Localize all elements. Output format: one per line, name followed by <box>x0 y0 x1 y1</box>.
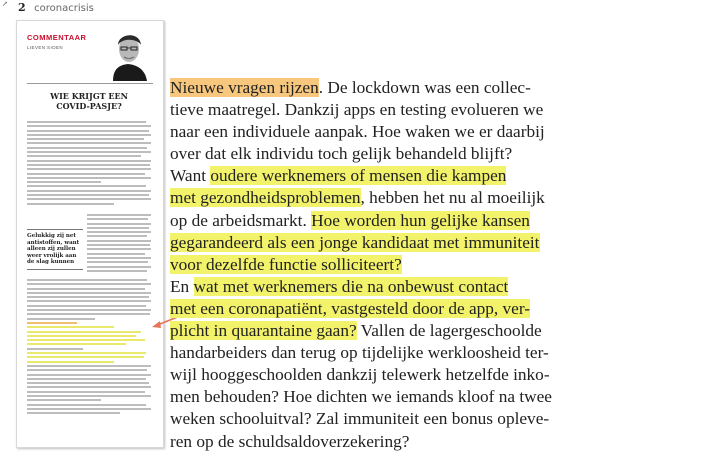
text-segment: Vallen de lagergeschoolde <box>356 321 542 341</box>
corner-arrow-icon: ↗ <box>2 0 8 8</box>
text-segment: wijl hooggeschoolden dankzij telewerk hetzelfde inko- <box>170 365 550 385</box>
text-segment: weken schooluitval? Zal immuniteit een bonus opleve- <box>170 409 550 429</box>
text-segment: Want <box>170 166 211 186</box>
pullquote-line: antistoffen, want <box>27 239 80 246</box>
pullquote-line: Gelukkig zij net <box>27 233 76 239</box>
text-line <box>170 342 700 364</box>
text-segment: over dat elk individu toch gelijk behandeld blijft? <box>170 144 513 164</box>
highlight-orange: Nieuwe vragen rijzen <box>170 78 319 97</box>
text-line <box>170 431 700 453</box>
highlight-yellow: voor dezelfde functie solliciteert? <box>170 254 402 274</box>
highlight-yellow: met gezondheidsproblemen <box>170 188 361 208</box>
text-segment: . De lockdown was een collec- <box>318 78 531 97</box>
highlight-yellow: met een coronapatiënt, vastgesteld door de app, ver- <box>170 298 531 318</box>
highlight-yellow: Hoe worden hun gelijke kansen <box>311 210 530 230</box>
text-segment: ren op de schuldsaldoverzekering? <box>170 431 410 451</box>
thumbnail-author: LIEVEN SIOEN <box>27 45 64 50</box>
text-line <box>170 364 700 386</box>
text-segment: En <box>170 276 194 296</box>
text-line <box>170 165 700 187</box>
highlight-yellow: wat met werknemers die na onbewust contact <box>193 276 509 296</box>
text-line <box>170 408 700 430</box>
text-line <box>170 210 700 232</box>
page-number: 2 <box>18 1 26 14</box>
zoomed-article-text <box>170 77 700 453</box>
text-line <box>170 276 700 298</box>
text-segment: op de arbeidsmarkt. <box>170 210 312 230</box>
text-segment: tieve maatregel. Dankzij apps en testing evolueren we <box>170 100 544 120</box>
text-line <box>170 386 700 408</box>
text-line <box>170 232 700 254</box>
text-segment: , hebben het nu al moeilijk <box>360 188 545 208</box>
pullquote-line: alleen zij zullen <box>27 246 76 253</box>
headline-line: COVID-PASJE? <box>56 101 122 111</box>
text-line <box>170 143 700 165</box>
pullquote-line: de slag kunnen <box>27 259 75 266</box>
text-segment: handarbeiders dan terug op tijdelijke werkloosheid ter- <box>170 343 549 363</box>
highlight-yellow: oudere werknemers of mensen die kampen <box>210 166 507 186</box>
text-segment: naar een individuele aanpak. Hoe waken we er daarbij <box>170 122 545 142</box>
highlight-yellow: plicht in quarantaine gaan? <box>170 321 357 341</box>
thumbnail-kicker: COMMENTAAR <box>27 33 87 42</box>
section-label: coronacrisis <box>34 3 94 14</box>
text-line <box>170 320 700 342</box>
pullquote-line: weer vrolijk aan <box>27 252 77 259</box>
headline-line: WIE KRIJGT EEN <box>50 91 128 101</box>
text-segment: men behouden? Hoe dichten we iemands kloof na twee <box>170 387 552 407</box>
text-line <box>170 298 700 320</box>
text-line <box>170 121 700 143</box>
highlight-yellow: gegarandeerd als een jonge kandidaat met immuniteit <box>170 232 540 252</box>
text-line <box>170 77 700 99</box>
text-line <box>170 254 700 276</box>
text-line <box>170 99 700 121</box>
text-line <box>170 187 700 209</box>
